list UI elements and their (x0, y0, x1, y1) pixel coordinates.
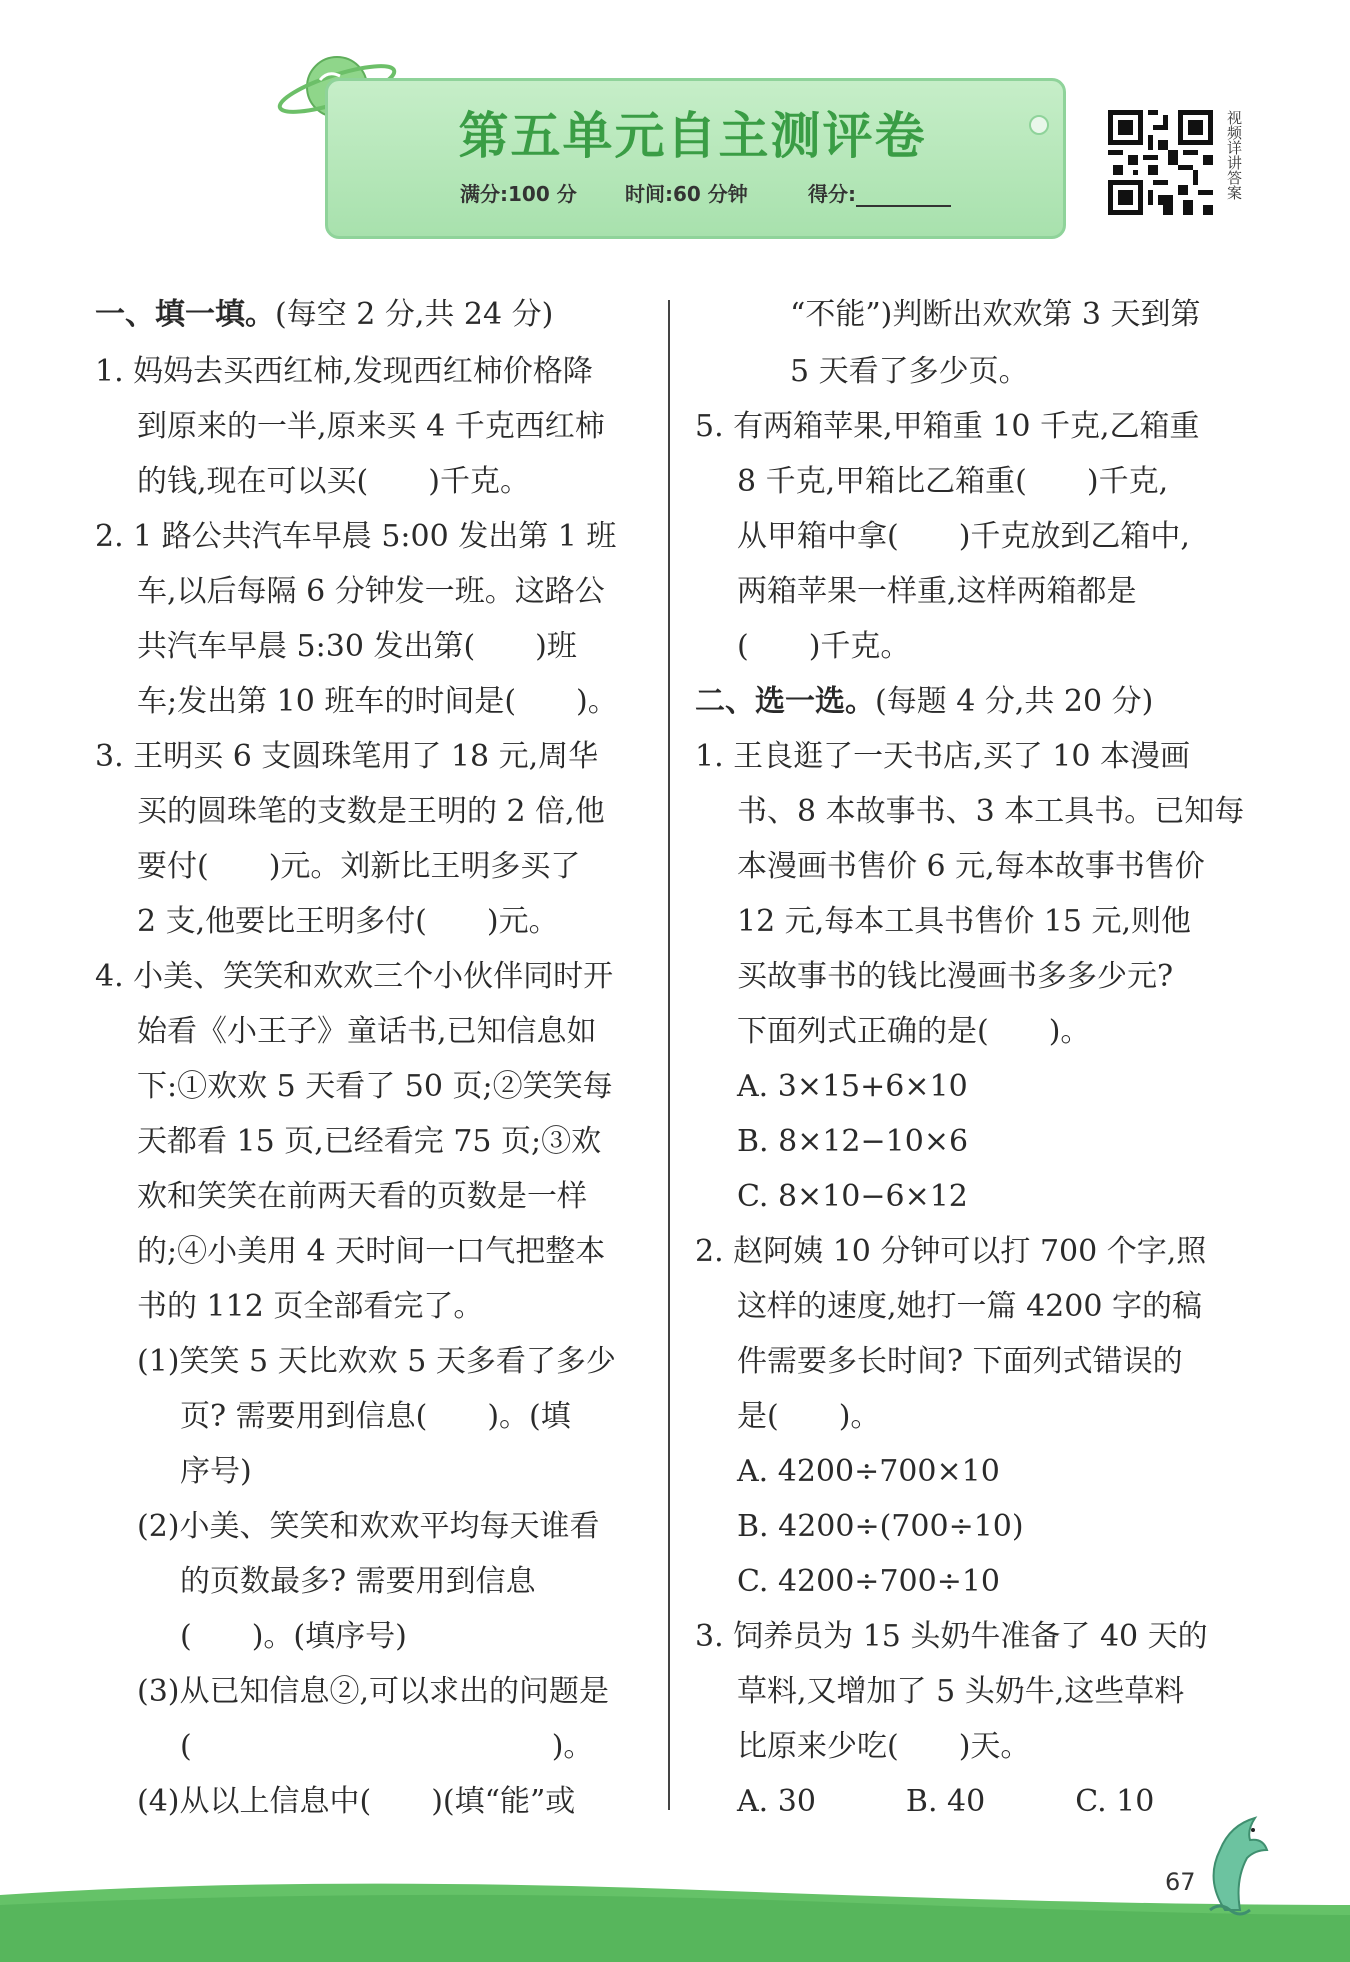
text-line: 3. 王明买 6 支圆珠笔用了 18 元,周华 (95, 739, 599, 774)
page-number: 67 (1165, 1868, 1196, 1896)
text-line: ( )。(填序号) (180, 1619, 407, 1654)
text-line: 比原来少吃( )天。 (737, 1729, 1031, 1764)
full-score: 满分:100 分 (460, 182, 577, 206)
text-line: 的钱,现在可以买( )千克。 (137, 464, 530, 499)
qr-caption: 视频详讲答案 (1225, 110, 1243, 200)
text-line: 4. 小美、笑笑和欢欢三个小伙伴同时开 (95, 959, 614, 994)
text-line: 始看《小王子》童话书,已知信息如 (137, 1014, 597, 1049)
score-blank (856, 187, 951, 207)
text-line: (1)笑笑 5 天比欢欢 5 天多看了多少 (137, 1344, 616, 1379)
text-line: 2 支,他要比王明多付( )元。 (137, 904, 559, 939)
text-line: 2. 赵阿姨 10 分钟可以打 700 个字,照 (695, 1234, 1207, 1269)
section-scoring-note: (每题 4 分,共 20 分) (875, 684, 1154, 719)
section-heading (95, 295, 553, 335)
text-line: 1. 妈妈去买西红柿,发现西红柿价格降 (95, 354, 593, 389)
text-line: 下面列式正确的是( )。 (737, 1014, 1091, 1049)
text-line: 1. 王良逛了一天书店,买了 10 本漫画 (695, 739, 1190, 774)
time-limit: 时间:60 分钟 (625, 182, 748, 206)
text-line: B. 8×12−10×6 (737, 1124, 969, 1159)
text-line: 共汽车早晨 5:30 发出第( )班 (137, 629, 577, 664)
text-line: (3)从已知信息②,可以求出的问题是 (137, 1674, 610, 1709)
text-line: 买故事书的钱比漫画书多多少元? (737, 959, 1174, 994)
text-line: 两箱苹果一样重,这样两箱都是 (737, 574, 1137, 609)
text-line: C. 8×10−6×12 (737, 1179, 968, 1214)
text-line: 书、8 本故事书、3 本工具书。已知每 (737, 794, 1245, 829)
text-line: B. 4200÷(700÷10) (737, 1509, 1024, 1544)
text-line: 这样的速度,她打一篇 4200 字的稿 (737, 1289, 1202, 1324)
text-line: C. 4200÷700÷10 (737, 1564, 1001, 1599)
text-line: A. 3×15+6×10 (737, 1069, 968, 1104)
text-line: 是( )。 (737, 1399, 881, 1434)
text-line: 车;发出第 10 班车的时间是( )。 (137, 684, 618, 719)
text-line: 3. 饲养员为 15 头奶牛准备了 40 天的 (695, 1619, 1208, 1654)
section-heading (695, 682, 1153, 722)
text-line: (2)小美、笑笑和欢欢平均每天谁看 (137, 1509, 600, 1544)
score-field (808, 178, 951, 207)
text-line: 天都看 15 页,已经看完 75 页;③欢 (137, 1124, 602, 1159)
text-line: 的页数最多? 需要用到信息 (180, 1564, 536, 1599)
column-divider (668, 300, 670, 1810)
text-line: 的;④小美用 4 天时间一口气把整本 (137, 1234, 606, 1269)
text-line: 5 天看了多少页。 (790, 354, 1029, 389)
qr-code-icon[interactable] (1108, 110, 1213, 215)
text-line: 件需要多长时间? 下面列式错误的 (737, 1344, 1183, 1379)
text-line: 序号) (180, 1454, 252, 1489)
section-title: 二、选一选。 (695, 684, 875, 719)
text-line: A. 30 B. 40 C. 10 (737, 1784, 1155, 1819)
text-line: 书的 112 页全部看完了。 (137, 1289, 484, 1324)
dolphin-icon (1195, 1810, 1275, 1920)
text-line: 到原来的一半,原来买 4 千克西红柿 (137, 409, 605, 444)
text-line: 12 元,每本工具书售价 15 元,则他 (737, 904, 1192, 939)
text-line: 8 千克,甲箱比乙箱重( )千克, (737, 464, 1169, 499)
text-line: A. 4200÷700×10 (737, 1454, 1000, 1489)
text-line: 要付( )元。刘新比王明多买了 (137, 849, 581, 884)
text-line: 车,以后每隔 6 分钟发一班。这路公 (137, 574, 605, 609)
text-line: 买的圆珠笔的支数是王明的 2 倍,他 (137, 794, 605, 829)
text-line: 2. 1 路公共汽车早晨 5:00 发出第 1 班 (95, 519, 617, 554)
footer-green-band (0, 1875, 1350, 1962)
score-label: 得分: (808, 182, 856, 206)
text-line: “不能”)判断出欢欢第 3 天到第 (790, 297, 1201, 332)
section-scoring-note: (每空 2 分,共 24 分) (275, 297, 554, 332)
section-title: 一、填一填。 (95, 297, 275, 332)
text-line: ( )。 (180, 1729, 594, 1764)
text-line: ( )千克。 (737, 629, 911, 664)
text-line: (4)从以上信息中( )(填“能”或 (137, 1784, 576, 1819)
text-line: 下:①欢欢 5 天看了 50 页;②笑笑每 (137, 1069, 613, 1104)
text-line: 本漫画书售价 6 元,每本故事书售价 (737, 849, 1205, 884)
page-title: 第五单元自主测评卷 (458, 107, 927, 165)
text-line: 草料,又增加了 5 头奶牛,这些草料 (737, 1674, 1185, 1709)
text-line: 欢和笑笑在前两天看的页数是一样 (137, 1179, 587, 1214)
text-line: 5. 有两箱苹果,甲箱重 10 千克,乙箱重 (695, 409, 1200, 444)
text-line: 从甲箱中拿( )千克放到乙箱中, (737, 519, 1190, 554)
text-line: 页? 需要用到信息( )。(填 (180, 1399, 571, 1434)
